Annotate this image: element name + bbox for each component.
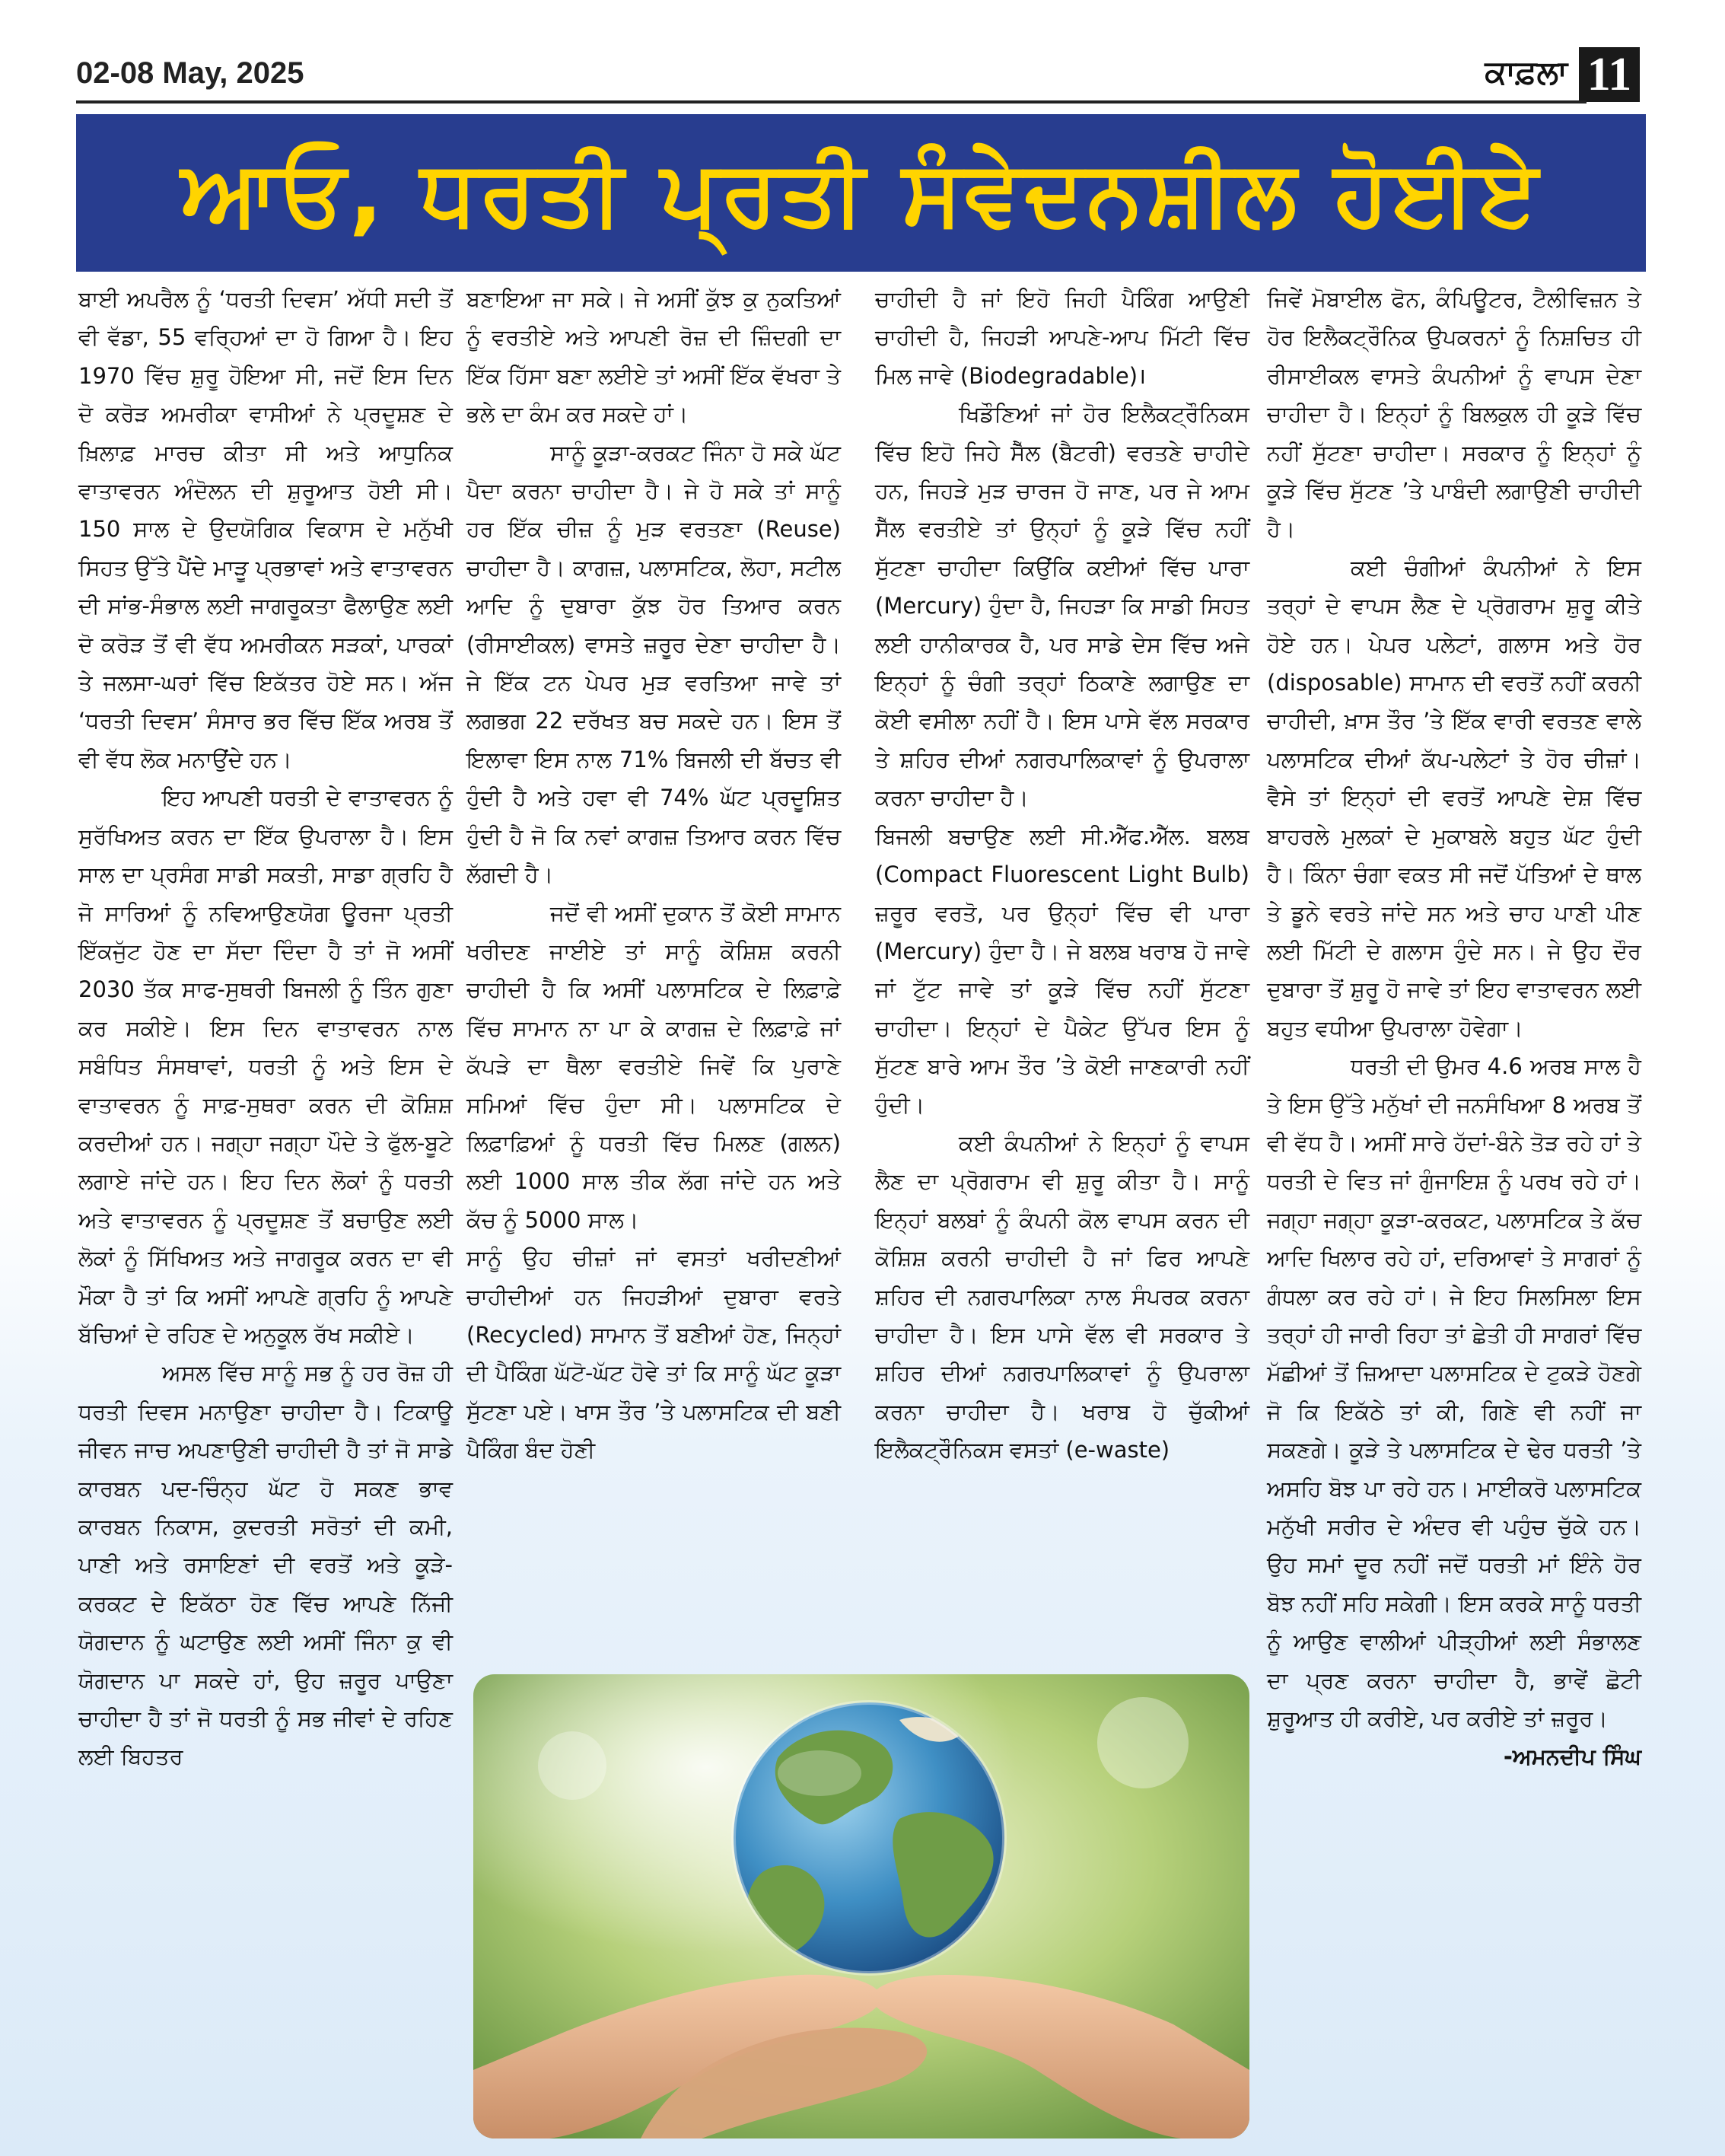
paragraph: ਇਹ ਆਪਣੀ ਧਰਤੀ ਦੇ ਵਾਤਾਵਰਨ ਨੂੰ ਸੁਰੱਖਿਅਤ ਕਰਨ ਦਾ ਇੱਕ ਉਪਰਾਲਾ ਹੈ। ਇਸ ਸਾਲ ਦਾ ਪ੍ਰਸੰਗ ਸਾਡੀ ਸਕਤੀ, ਸਾਡਾ ਗ੍ਰਹਿ ਹੈ ਜੋ ਸਾਰਿਆਂ ਨੂੰ ਨਵਿਆਉਣਯੋਗ ਊਰਜਾ ਪ੍ਰਤੀ ਇੱਕਜੁੱਟ ਹੋਣ ਦਾ ਸੱਦਾ ਦਿੰਦਾ ਹੈ ਤਾਂ ਜੋ ਅਸੀਂ 2030 ਤੱਕ ਸਾਫ-ਸੁਥਰੀ ਬਿਜਲੀ ਨੂੰ ਤਿੰਨ ਗੁਣਾ ਕਰ ਸਕੀਏ। ਇਸ ਦਿਨ ਵਾਤਾਵਰਨ ਨਾਲ ਸਬੰਧਿਤ ਸੰਸਥਾਵਾਂ, ਧਰਤੀ ਨੂੰ ਅਤੇ ਇਸ ਦੇ ਵਾਤਾਵਰਨ ਨੂੰ ਸਾਫ਼-ਸੁਥਰਾ ਕਰਨ ਦੀ ਕੋਸ਼ਿਸ਼ ਕਰਦੀਆਂ ਹਨ। ਜਗ੍ਹਾ ਜਗ੍ਹਾ ਪੌਦੇ ਤੇ ਫੁੱਲ-ਬੂਟੇ ਲਗਾਏ ਜਾਂਦੇ ਹਨ। ਇਹ ਦਿਨ ਲੋਕਾਂ ਨੂੰ ਧਰਤੀ ਅਤੇ ਵਾਤਾਵਰਨ ਨੂੰ ਪ੍ਰਦੂਸ਼ਣ ਤੋਂ ਬਚਾਉਣ ਲਈ ਲੋਕਾਂ ਨੂੰ ਸਿੱਖਿਅਤ ਅਤੇ ਜਾਗਰੂਕ ਕਰਨ ਦਾ ਵੀ ਮੌਕਾ ਹੈ ਤਾਂ ਕਿ ਅਸੀਂ ਆਪਣੇ ਗ੍ਰਹਿ ਨੂੰ ਆਪਣੇ ਬੱਚਿਆਂ ਦੇ ਰਹਿਣ ਦੇ ਅਨੁਕੂਲ ਰੱਖ ਸਕੀਏ। <box>78 785 453 1348</box>
earth-globe-in-hands-photo <box>473 1674 1249 2138</box>
paragraph: ਬਾਈ ਅਪਰੈਲ ਨੂੰ ‘ਧਰਤੀ ਦਿਵਸ’ ਅੱਧੀ ਸਦੀ ਤੋਂ ਵੀ ਵੱਡਾ, 55 ਵਰ੍ਹਿਆਂ ਦਾ ਹੋ ਗਿਆ ਹੈ। ਇਹ 1970 ਵਿੱਚ ਸ਼ੁਰੂ ਹੋਇਆ ਸੀ, ਜਦੋਂ ਇਸ ਦਿਨ ਦੋ ਕਰੋੜ ਅਮਰੀਕਾ ਵਾਸੀਆਂ ਨੇ ਪ੍ਰਦੂਸ਼ਣ ਦੇ ਖ਼ਿਲਾਫ਼ ਮਾਰਚ ਕੀਤਾ ਸੀ ਅਤੇ ਆਧੁਨਿਕ ਵਾਤਾਵਰਨ ਅੰਦੋਲਨ ਦੀ ਸ਼ੁਰੂਆਤ ਹੋਈ ਸੀ। 150 ਸਾਲ ਦੇ ਉਦਯੋਗਿਕ ਵਿਕਾਸ ਦੇ ਮਨੁੱਖੀ ਸਿਹਤ ਉੱਤੇ ਪੈਂਦੇ ਮਾੜੂ ਪ੍ਰਭਾਵਾਂ ਅਤੇ ਵਾਤਾਵਰਨ ਦੀ ਸਾਂਭ-ਸੰਭਾਲ ਲਈ ਜਾਗਰੂਕਤਾ ਫੈਲਾਉਣ ਲਈ ਦੋ ਕਰੋੜ ਤੋਂ ਵੀ ਵੱਧ ਅਮਰੀਕਨ ਸੜਕਾਂ, ਪਾਰਕਾਂ ਤੇ ਜਲਸਾ-ਘਰਾਂ ਵਿੱਚ ਇਕੱਤਰ ਹੋਏ ਸਨ। ਅੱਜ ‘ਧਰਤੀ ਦਿਵਸ’ ਸੰਸਾਰ ਭਰ ਵਿੱਚ ਇੱਕ ਅਰਬ ਤੋਂ ਵੀ ਵੱਧ ਲੋਕ ਮਨਾਉਂਦੇ ਹਨ। <box>78 286 453 772</box>
article-column-3 <box>875 280 1249 1470</box>
paragraph: ਬਣਾਇਆ ਜਾ ਸਕੇ। ਜੇ ਅਸੀਂ ਕੁੱਝ ਕੁ ਨੁਕਤਿਆਂ ਨੂੰ ਵਰਤੀਏ ਅਤੇ ਆਪਣੀ ਰੋਜ਼ ਦੀ ਜ਼ਿੰਦਗੀ ਦਾ ਇੱਕ ਹਿੱਸਾ ਬਣਾ ਲਈਏ ਤਾਂ ਅਸੀਂ ਇੱਕ ਵੱਖਰਾ ਤੇ ਭਲੇ ਦਾ ਕੰਮ ਕਰ ਸਕਦੇ ਹਾਂ। <box>466 286 841 428</box>
issue-date: 02-08 May, 2025 <box>76 56 304 90</box>
paragraph: ਧਰਤੀ ਦੀ ਉਮਰ 4.6 ਅਰਬ ਸਾਲ ਹੈ ਤੇ ਇਸ ਉੱਤੇ ਮਨੁੱਖਾਂ ਦੀ ਜਨਸੰਖਿਆ 8 ਅਰਬ ਤੋਂ ਵੀ ਵੱਧ ਹੈ। ਅਸੀਂ ਸਾਰੇ ਹੱਦਾਂ-ਬੰਨੇ ਤੋੜ ਰਹੇ ਹਾਂ ਤੇ ਧਰਤੀ ਦੇ ਵਿਤ ਜਾਂ ਗੁੰਜਾਇਸ਼ ਨੂੰ ਪਰਖ ਰਹੇ ਹਾਂ। ਜਗ੍ਹਾ ਜਗ੍ਹਾ ਕੂੜਾ-ਕਰਕਟ, ਪਲਾਸਟਿਕ ਤੇ ਕੱਚ ਆਦਿ ਖਿਲਾਰ ਰਹੇ ਹਾਂ, ਦਰਿਆਵਾਂ ਤੇ ਸਾਗਰਾਂ ਨੂੰ ਗੰਧਲਾ ਕਰ ਰਹੇ ਹਾਂ। ਜੇ ਇਹ ਸਿਲਸਿਲਾ ਇਸ ਤਰ੍ਹਾਂ ਹੀ ਜਾਰੀ ਰਿਹਾ ਤਾਂ ਛੇਤੀ ਹੀ ਸਾਗਰਾਂ ਵਿੱਚ ਮੱਛੀਆਂ ਤੋਂ ਜ਼ਿਆਦਾ ਪਲਾਸਟਿਕ ਦੇ ਟੁਕੜੇ ਹੋਣਗੇ ਜੋ ਕਿ ਇਕੱਠੇ ਤਾਂ ਕੀ, ਗਿਣੇ ਵੀ ਨਹੀਂ ਜਾ ਸਕਣਗੇ। ਕੂੜੇ ਤੇ ਪਲਾਸਟਿਕ ਦੇ ਢੇਰ ਧਰਤੀ ’ਤੇ ਅਸਹਿ ਬੋਝ ਪਾ ਰਹੇ ਹਨ। ਮਾਈਕਰੋ ਪਲਾਸਟਿਕ ਮਨੁੱਖੀ ਸਰੀਰ ਦੇ ਅੰਦਰ ਵੀ ਪਹੁੰਚ ਚੁੱਕੇ ਹਨ। ਉਹ ਸਮਾਂ ਦੂਰ ਨਹੀਂ ਜਦੋਂ ਧਰਤੀ ਮਾਂ ਇੰਨੇ ਹੋਰ ਬੋਝ ਨਹੀਂ ਸਹਿ ਸਕੇਗੀ। ਇਸ ਕਰਕੇ ਸਾਨੂੰ ਧਰਤੀ ਨੂੰ ਆਉਣ ਵਾਲੀਆਂ ਪੀੜ੍ਹੀਆਂ ਲਈ ਸੰਭਾਲਣ ਦਾ ਪ੍ਰਣ ਕਰਨਾ ਚਾਹੀਦਾ ਹੈ, ਭਾਵੇਂ ਛੋਟੀ ਸ਼ੁਰੂਆਤ ਹੀ ਕਰੀਏ, ਪਰ ਕਰੀਏ ਤਾਂ ਜ਼ਰੂਰ। <box>1267 1053 1641 1732</box>
paragraph: ਜਿਵੇਂ ਮੋਬਾਈਲ ਫੋਨ, ਕੰਪਿਊਟਰ, ਟੈਲੀਵਿਜ਼ਨ ਤੇ ਹੋਰ ਇਲੈਕਟ੍ਰੌਨਿਕ ਉਪਕਰਨਾਂ ਨੂੰ ਨਿਸ਼ਚਿਤ ਹੀ ਰੀਸਾਈਕਲ ਵਾਸਤੇ ਕੰਪਨੀਆਂ ਨੂੰ ਵਾਪਸ ਦੇਣਾ ਚਾਹੀਦਾ ਹੈ। ਇਨ੍ਹਾਂ ਨੂੰ ਬਿਲਕੁਲ ਹੀ ਕੂੜੇ ਵਿੱਚ ਨਹੀਂ ਸੁੱਟਣਾ ਚਾਹੀਦਾ। ਸਰਕਾਰ ਨੂੰ ਇਨ੍ਹਾਂ ਨੂੰ ਕੂੜੇ ਵਿੱਚ ਸੁੱਟਣ ’ਤੇ ਪਾਬੰਦੀ ਲਗਾਉਣੀ ਚਾਹੀਦੀ ਹੈ। <box>1267 286 1641 543</box>
paragraph: ਜਦੋਂ ਵੀ ਅਸੀਂ ਦੁਕਾਨ ਤੋਂ ਕੋਈ ਸਾਮਾਨ ਖਰੀਦਣ ਜਾਈਏ ਤਾਂ ਸਾਨੂੰ ਕੋਸ਼ਿਸ਼ ਕਰਨੀ ਚਾਹੀਦੀ ਹੈ ਕਿ ਅਸੀਂ ਪਲਾਸਟਿਕ ਦੇ ਲਿਫ਼ਾਫ਼ੇ ਵਿੱਚ ਸਾਮਾਨ ਨਾ ਪਾ ਕੇ ਕਾਗਜ਼ ਦੇ ਲਿਫ਼ਾਫ਼ੇ ਜਾਂ ਕੱਪੜੇ ਦਾ ਥੈਲਾ ਵਰਤੀਏ ਜਿਵੇਂ ਕਿ ਪੁਰਾਣੇ ਸਮਿਆਂ ਵਿੱਚ ਹੁੰਦਾ ਸੀ। ਪਲਾਸਟਿਕ ਦੇ ਲਿਫ਼ਾਫ਼ਿਆਂ ਨੂੰ ਧਰਤੀ ਵਿੱਚ ਮਿਲਣ (ਗਲਨ) ਲਈ 1000 ਸਾਲ ਤੀਕ ਲੱਗ ਜਾਂਦੇ ਹਨ ਅਤੇ ਕੱਚ ਨੂੰ 5000 ਸਾਲ। <box>466 900 841 1233</box>
article-column-4 <box>1267 280 1641 1776</box>
paragraph: ਖਿਡੌਣਿਆਂ ਜਾਂ ਹੋਰ ਇਲੈਕਟ੍ਰੌਨਿਕਸ ਵਿੱਚ ਇਹੋ ਜਿਹੇ ਸੈੱਲ (ਬੈਟਰੀ) ਵਰਤਣੇ ਚਾਹੀਦੇ ਹਨ, ਜਿਹੜੇ ਮੁੜ ਚਾਰਜ ਹੋ ਜਾਣ, ਪਰ ਜੇ ਆਮ ਸੈੱਲ ਵਰਤੀਏ ਤਾਂ ਉਨ੍ਹਾਂ ਨੂੰ ਕੂੜੇ ਵਿੱਚ ਨਹੀਂ ਸੁੱਟਣਾ ਚਾਹੀਦਾ ਕਿਉਂਕਿ ਕਈਆਂ ਵਿੱਚ ਪਾਰਾ (Mercury) ਹੁੰਦਾ ਹੈ, ਜਿਹੜਾ ਕਿ ਸਾਡੀ ਸਿਹਤ ਲਈ ਹਾਨੀਕਾਰਕ ਹੈ, ਪਰ ਸਾਡੇ ਦੇਸ ਵਿੱਚ ਅਜੇ ਇਨ੍ਹਾਂ ਨੂੰ ਚੰਗੀ ਤਰ੍ਹਾਂ ਠਿਕਾਣੇ ਲਗਾਉਣ ਦਾ ਕੋਈ ਵਸੀਲਾ ਨਹੀਂ ਹੈ। ਇਸ ਪਾਸੇ ਵੱਲ ਸਰਕਾਰ ਤੇ ਸ਼ਹਿਰ ਦੀਆਂ ਨਗਰਪਾਲਿਕਾਵਾਂ ਨੂੰ ਉਪਰਾਲਾ ਕਰਨਾ ਚਾਹੀਦਾ ਹੈ। <box>875 401 1249 811</box>
masthead-name: ਕਾਫ਼ਲਾ <box>1485 53 1567 91</box>
page-number: 11 <box>1579 47 1640 102</box>
header-rule <box>76 100 1587 104</box>
article-column-1 <box>78 280 453 1776</box>
paragraph: ਕਈ ਕੰਪਨੀਆਂ ਨੇ ਇਨ੍ਹਾਂ ਨੂੰ ਵਾਪਸ ਲੈਣ ਦਾ ਪ੍ਰੋਗਰਾਮ ਵੀ ਸ਼ੁਰੂ ਕੀਤਾ ਹੈ। ਸਾਨੂੰ ਇਨ੍ਹਾਂ ਬਲਬਾਂ ਨੂੰ ਕੰਪਨੀ ਕੋਲ ਵਾਪਸ ਕਰਨ ਦੀ ਕੋਸ਼ਿਸ਼ ਕਰਨੀ ਚਾਹੀਦੀ ਹੈ ਜਾਂ ਫਿਰ ਆਪਣੇ ਸ਼ਹਿਰ ਦੀ ਨਗਰਪਾਲਿਕਾ ਨਾਲ ਸੰਪਰਕ ਕਰਨਾ ਚਾਹੀਦਾ ਹੈ। ਇਸ ਪਾਸੇ ਵੱਲ ਵੀ ਸਰਕਾਰ ਤੇ ਸ਼ਹਿਰ ਦੀਆਂ ਨਗਰਪਾਲਿਕਾਵਾਂ ਨੂੰ ਉਪਰਾਲਾ ਕਰਨਾ ਚਾਹੀਦਾ ਹੈ। ਖਰਾਬ ਹੋ ਚੁੱਕੀਆਂ ਇਲੈਕਟ੍ਰੌਨਿਕਸ ਵਸਤਾਂ (e-waste) <box>875 1129 1249 1463</box>
paragraph: ਕਈ ਚੰਗੀਆਂ ਕੰਪਨੀਆਂ ਨੇ ਇਸ ਤਰ੍ਹਾਂ ਦੇ ਵਾਪਸ ਲੈਣ ਦੇ ਪ੍ਰੋਗਰਾਮ ਸ਼ੁਰੂ ਕੀਤੇ ਹੋਏ ਹਨ। ਪੇਪਰ ਪਲੇਟਾਂ, ਗਲਾਸ ਅਤੇ ਹੋਰ (disposable) ਸਾਮਾਨ ਦੀ ਵਰਤੋਂ ਨਹੀਂ ਕਰਨੀ ਚਾਹੀਦੀ, ਖ਼ਾਸ ਤੌਰ ’ਤੇ ਇੱਕ ਵਾਰੀ ਵਰਤਣ ਵਾਲੇ ਪਲਾਸਟਿਕ ਦੀਆਂ ਕੱਪ-ਪਲੇਟਾਂ ਤੇ ਹੋਰ ਚੀਜ਼ਾਂ। ਵੈਸੇ ਤਾਂ ਇਨ੍ਹਾਂ ਦੀ ਵਰਤੋਂ ਆਪਣੇ ਦੇਸ਼ ਵਿੱਚ ਬਾਹਰਲੇ ਮੁਲਕਾਂ ਦੇ ਮੁਕਾਬਲੇ ਬਹੁਤ ਘੱਟ ਹੁੰਦੀ ਹੈ। ਕਿੰਨਾ ਚੰਗਾ ਵਕਤ ਸੀ ਜਦੋਂ ਪੱਤਿਆਂ ਦੇ ਥਾਲ ਤੇ ਡੂਨੇ ਵਰਤੇ ਜਾਂਦੇ ਸਨ ਅਤੇ ਚਾਹ ਪਾਣੀ ਪੀਣ ਲਈ ਮਿੱਟੀ ਦੇ ਗਲਾਸ ਹੁੰਦੇ ਸਨ। ਜੇ ਉਹ ਦੌਰ ਦੁਬਾਰਾ ਤੋਂ ਸ਼ੁਰੂ ਹੋ ਜਾਵੇ ਤਾਂ ਇਹ ਵਾਤਾਵਰਨ ਲਈ ਬਹੁਤ ਵਧੀਆ ਉਪਰਾਲਾ ਹੋਵੇਗਾ। <box>1267 554 1641 1041</box>
paragraph: ਬਿਜਲੀ ਬਚਾਉਣ ਲਈ ਸੀ.ਐੱਫ.ਐੱਲ. ਬਲਬ (Compact Fluorescent Light Bulb) ਜ਼ਰੂਰ ਵਰਤੋ, ਪਰ ਉਨ੍ਹਾਂ ਵਿੱਚ ਵੀ ਪਾਰਾ (Mercury) ਹੁੰਦਾ ਹੈ। ਜੇ ਬਲਬ ਖਰਾਬ ਹੋ ਜਾਵੇ ਜਾਂ ਟੁੱਟ ਜਾਵੇ ਤਾਂ ਕੂੜੇ ਵਿੱਚ ਨਹੀਂ ਸੁੱਟਣਾ ਚਾਹੀਦਾ। ਇਨ੍ਹਾਂ ਦੇ ਪੈਕੇਟ ਉੱਪਰ ਇਸ ਨੂੰ ਸੁੱਟਣ ਬਾਰੇ ਆਮ ਤੌਰ ’ਤੇ ਕੋਈ ਜਾਣਕਾਰੀ ਨਹੀਂ ਹੁੰਦੀ। <box>875 823 1249 1118</box>
globe-in-hands-illustration <box>473 1674 1249 2138</box>
paragraph: ਅਸਲ ਵਿੱਚ ਸਾਨੂੰ ਸਭ ਨੂੰ ਹਰ ਰੋਜ਼ ਹੀ ਧਰਤੀ ਦਿਵਸ ਮਨਾਉਣਾ ਚਾਹੀਦਾ ਹੈ। ਟਿਕਾਊ ਜੀਵਨ ਜਾਚ ਅਪਣਾਉਣੀ ਚਾਹੀਦੀ ਹੈ ਤਾਂ ਜੋ ਸਾਡੇ ਕਾਰਬਨ ਪਦ-ਚਿੰਨ੍ਹ ਘੱਟ ਹੋ ਸਕਣ ਭਾਵ ਕਾਰਬਨ ਨਿਕਾਸ, ਕੁਦਰਤੀ ਸਰੋਤਾਂ ਦੀ ਕਮੀ, ਪਾਣੀ ਅਤੇ ਰਸਾਇਣਾਂ ਦੀ ਵਰਤੋਂ ਅਤੇ ਕੂੜੇ-ਕਰਕਟ ਦੇ ਇਕੱਠਾ ਹੋਣ ਵਿੱਚ ਆਪਣੇ ਨਿੱਜੀ ਯੋਗਦਾਨ ਨੂੰ ਘਟਾਉਣ ਲਈ ਅਸੀਂ ਜਿੰਨਾ ਕੁ ਵੀ ਯੋਗਦਾਨ ਪਾ ਸਕਦੇ ਹਾਂ, ਉਹ ਜ਼ਰੂਰ ਪਾਉਣਾ ਚਾਹੀਦਾ ਹੈ ਤਾਂ ਜੋ ਧਰਤੀ ਨੂੰ ਸਭ ਜੀਵਾਂ ਦੇ ਰਹਿਣ ਲਈ ਬਿਹਤਰ <box>78 1360 453 1770</box>
article-title: ਆਓ, ਧਰਤੀ ਪ੍ਰਤੀ ਸੰਵੇਦਨਸ਼ੀਲ ਹੋਈਏ <box>180 139 1542 245</box>
paragraph: ਸਾਨੂੰ ਕੂੜਾ-ਕਰਕਟ ਜਿੰਨਾ ਹੋ ਸਕੇ ਘੱਟ ਪੈਦਾ ਕਰਨਾ ਚਾਹੀਦਾ ਹੈ। ਜੇ ਹੋ ਸਕੇ ਤਾਂ ਸਾਨੂੰ ਹਰ ਇੱਕ ਚੀਜ਼ ਨੂੰ ਮੁੜ ਵਰਤਣਾ (Reuse) ਚਾਹੀਦਾ ਹੈ। ਕਾਗਜ਼, ਪਲਾਸਟਿਕ, ਲੋਹਾ, ਸਟੀਲ ਆਦਿ ਨੂੰ ਦੁਬਾਰਾ ਕੁੱਝ ਹੋਰ ਤਿਆਰ ਕਰਨ (ਰੀਸਾਈਕਲ) ਵਾਸਤੇ ਜ਼ਰੂਰ ਦੇਣਾ ਚਾਹੀਦਾ ਹੈ। ਜੇ ਇੱਕ ਟਨ ਪੇਪਰ ਮੁੜ ਵਰਤਿਆ ਜਾਵੇ ਤਾਂ ਲਗਭਗ 22 ਦਰੱਖਤ ਬਚ ਸਕਦੇ ਹਨ। ਇਸ ਤੋਂ ਇਲਾਵਾ ਇਸ ਨਾਲ 71% ਬਿਜਲੀ ਦੀ ਬੱਚਤ ਵੀ ਹੁੰਦੀ ਹੈ ਅਤੇ ਹਵਾ ਵੀ 74% ਘੱਟ ਪ੍ਰਦੂਸ਼ਿਤ ਹੁੰਦੀ ਹੈ ਜੋ ਕਿ ਨਵਾਂ ਕਾਗਜ਼ ਤਿਆਰ ਕਰਨ ਵਿੱਚ ਲੱਗਦੀ ਹੈ। <box>466 439 841 888</box>
author-byline: -ਅਮਨਦੀਪ ਸਿੰਘ <box>1503 1744 1641 1770</box>
page-header <box>76 47 1640 102</box>
paragraph: ਚਾਹੀਦੀ ਹੈ ਜਾਂ ਇਹੋ ਜਿਹੀ ਪੈਕਿੰਗ ਆਉਣੀ ਚਾਹੀਦੀ ਹੈ, ਜਿਹੜੀ ਆਪਣੇ-ਆਪ ਮਿੱਟੀ ਵਿੱਚ ਮਿਲ ਜਾਵੇ (Biodegradable)। <box>875 286 1249 389</box>
title-banner <box>76 114 1646 272</box>
paragraph: ਸਾਨੂੰ ਉਹ ਚੀਜ਼ਾਂ ਜਾਂ ਵਸਤਾਂ ਖਰੀਦਣੀਆਂ ਚਾਹੀਦੀਆਂ ਹਨ ਜਿਹੜੀਆਂ ਦੁਬਾਰਾ ਵਰਤੇ (Recycled) ਸਾਮਾਨ ਤੋਂ ਬਣੀਆਂ ਹੋਣ, ਜਿਨ੍ਹਾਂ ਦੀ ਪੈਕਿੰਗ ਘੱਟੋ-ਘੱਟ ਹੋਵੇ ਤਾਂ ਕਿ ਸਾਨੂੰ ਘੱਟ ਕੂੜਾ ਸੁੱਟਣਾ ਪਏ। ਖਾਸ ਤੌਰ ’ਤੇ ਪਲਾਸਟਿਕ ਦੀ ਬਣੀ ਪੈਕਿੰਗ ਬੰਦ ਹੋਣੀ <box>466 1245 841 1463</box>
article-column-2 <box>466 280 841 1470</box>
